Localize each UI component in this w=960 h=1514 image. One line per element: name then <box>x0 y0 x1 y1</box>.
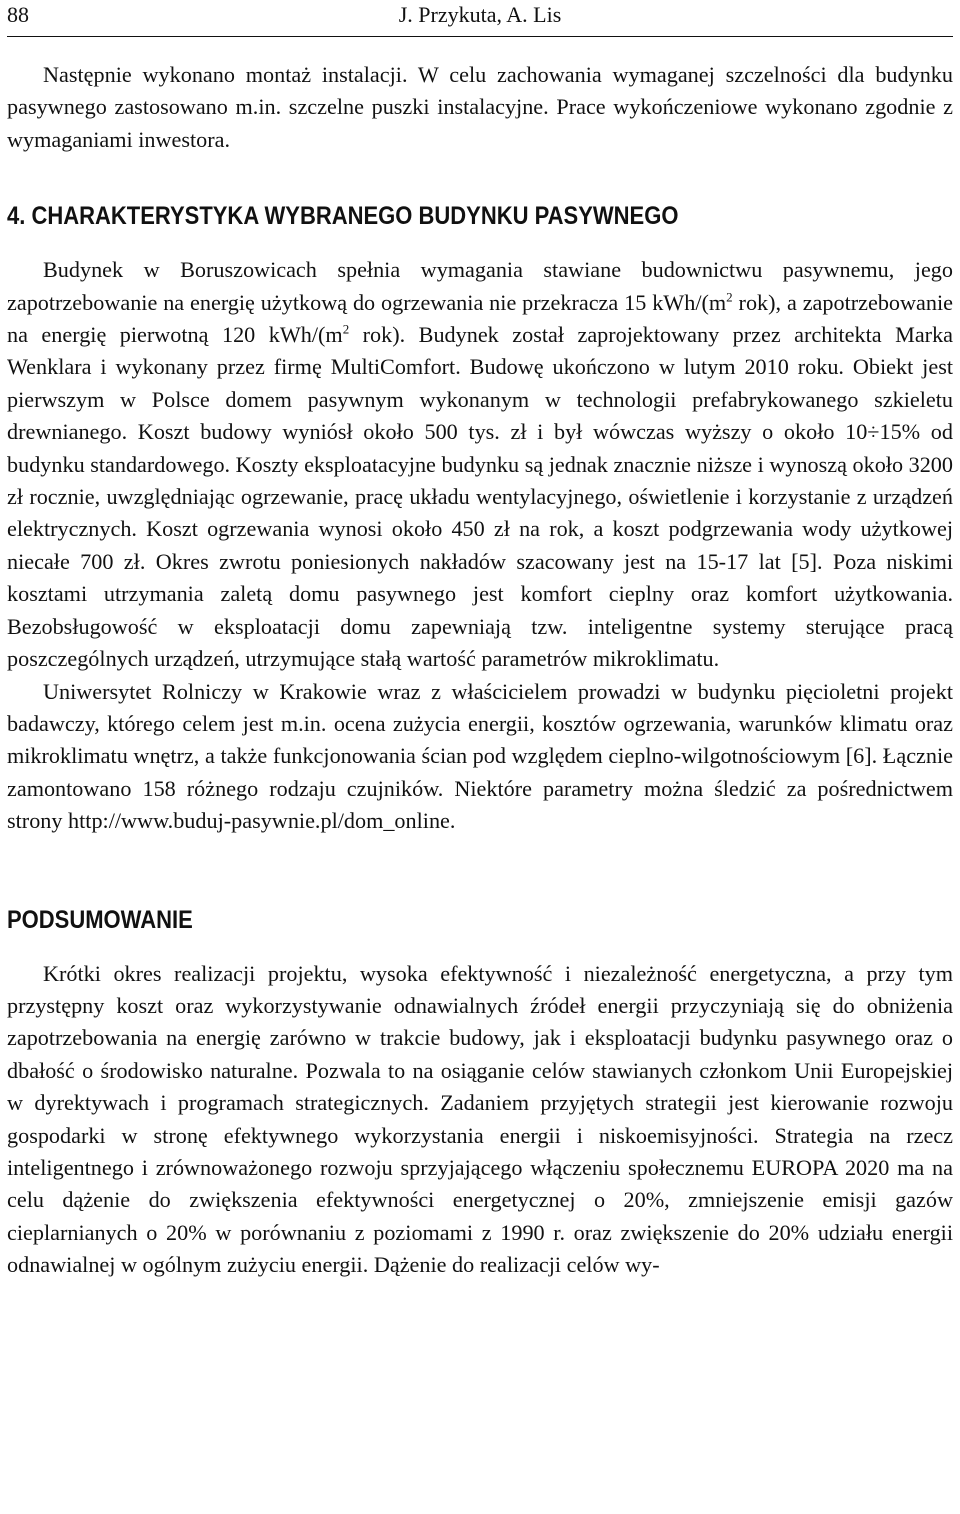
section-4-heading: 4. CHARAKTERYSTYKA WYBRANEGO BUDYNKU PASYWNEGO <box>7 202 679 231</box>
superscript-square-2: 2 <box>342 321 350 337</box>
header-authors: J. Przykuta, A. Lis <box>398 2 562 27</box>
intro-paragraph: Następnie wykonano montaż instalacji. W celu zachowania wymaganej szczelności dla budynku pasywnego zastosowano m.in. szczelne puszki instalacyjne. Prace wykończeniowe wykonano zgodnie z wymaganiami inwestora. <box>7 62 953 152</box>
section-4-paragraph-1 <box>7 254 953 675</box>
summary-paragraph: Krótki okres realizacji projektu, wysoka efektywność i niezależność energetyczna, a przy tym przystępny koszt oraz wykorzystywanie odnawialnych źródeł energii przyczyniają się do obniżenia zapotrzebowania na energię zarówno w trakcie budowy, jak i eksploatacji budynku pasywnego oraz o dbałość o środowisko naturalne. Pozwala to na osiąganie celów stawianych członkom Unii Europejskiej w dyrektywach i programach strategicznych. Zadaniem przyjętych strategii jest kierowanie rozwoju gospodarki w stronę efektywnego wykorzystania energii i niskoemisyjności. Strategia na rzecz inteligentnego i zrównoważonego rozwoju sprzyjającego włączeniu społecznemu EUROPA 2020 ma na celu dążenie do zwiększenia efektywności energetycznej o 20%, zmniejszenie emisji gazów cieplarnianych o 20% w porównaniu z poziomami z 1990 r. oraz zwiększenie do 20% udziału energii odnawialnej w ogólnym zużyciu energii. Dążenie do realizacji celów wy- <box>7 960 953 1278</box>
summary-heading: PODSUMOWANIE <box>7 905 193 934</box>
paragraph-text-between-superscripts: rok), a zapotrzebowanie na energię pierwotną 120 kWh/(m <box>7 289 953 348</box>
page-number: 88 <box>7 2 29 27</box>
paragraph-text-before-superscript-1: Budynek w Boruszowicach spełnia wymagania stawiane budownictwu pasywnemu, jego zapotrzebowanie na energię użytkową do ogrzewania nie przekracza 15 kWh/(m <box>7 257 953 315</box>
running-header <box>7 0 953 37</box>
paragraph-text-after-superscript-2: rok). Budynek został zaprojektowany przez architekta Marka Wenklara i wykonany przez firmę MultiComfort. Budowę ukończono w lutym 2010 roku. Obiekt jest pierwszym w Polsce domem pasywnym wykonanym w technologii prefabrykowanego szkieletu drewnianego. Koszt budowy wyniósł około 500 tys. zł i był wówczas wyższy o około 10÷15% od budynku standardowego. Koszty eksploatacyjne budynku są jednak znacznie niższe i wynoszą około 3200 zł rocznie, uwzględniając ogrzewanie, pracę układu wentylacyjnego, oświetlenie i korzystanie z urządzeń elektrycznych. Koszt ogrzewania wynosi około 450 zł na rok, a koszt podgrzewania wody użytkowej niecałe 700 zł. Okres zwrotu poniesionych nakładów szacowany jest na 15-17 lat [5]. Poza niskimi kosztami utrzymania zaletą domu pasywnego jest komfort cieplny oraz komfort użytkowania. Bezobsługowość w eksploatacji domu zapewniają tzw. inteligentne systemy sterujące pracą poszczególnych urządzeń, utrzymujące stałą wartość parametrów mikroklimatu. <box>7 322 954 672</box>
section-4-paragraph-2: Uniwersytet Rolniczy w Krakowie wraz z właścicielem prowadzi w budynku pięcioletni projekt badawczy, którego celem jest m.in. ocena zużycia energii, kosztów ogrzewania, warunków klimatu oraz mikroklimatu wnętrz, a także funkcjonowania ścian pod względem cieplno-wilgotnościowym [6]. Łącznie zamontowano 158 różnego rodzaju czujników. Niektóre parametry można śledzić za pośrednictwem strony http://www.buduj-pasywnie.pl/dom_online. <box>7 678 953 834</box>
superscript-square-1: 2 <box>726 289 733 305</box>
